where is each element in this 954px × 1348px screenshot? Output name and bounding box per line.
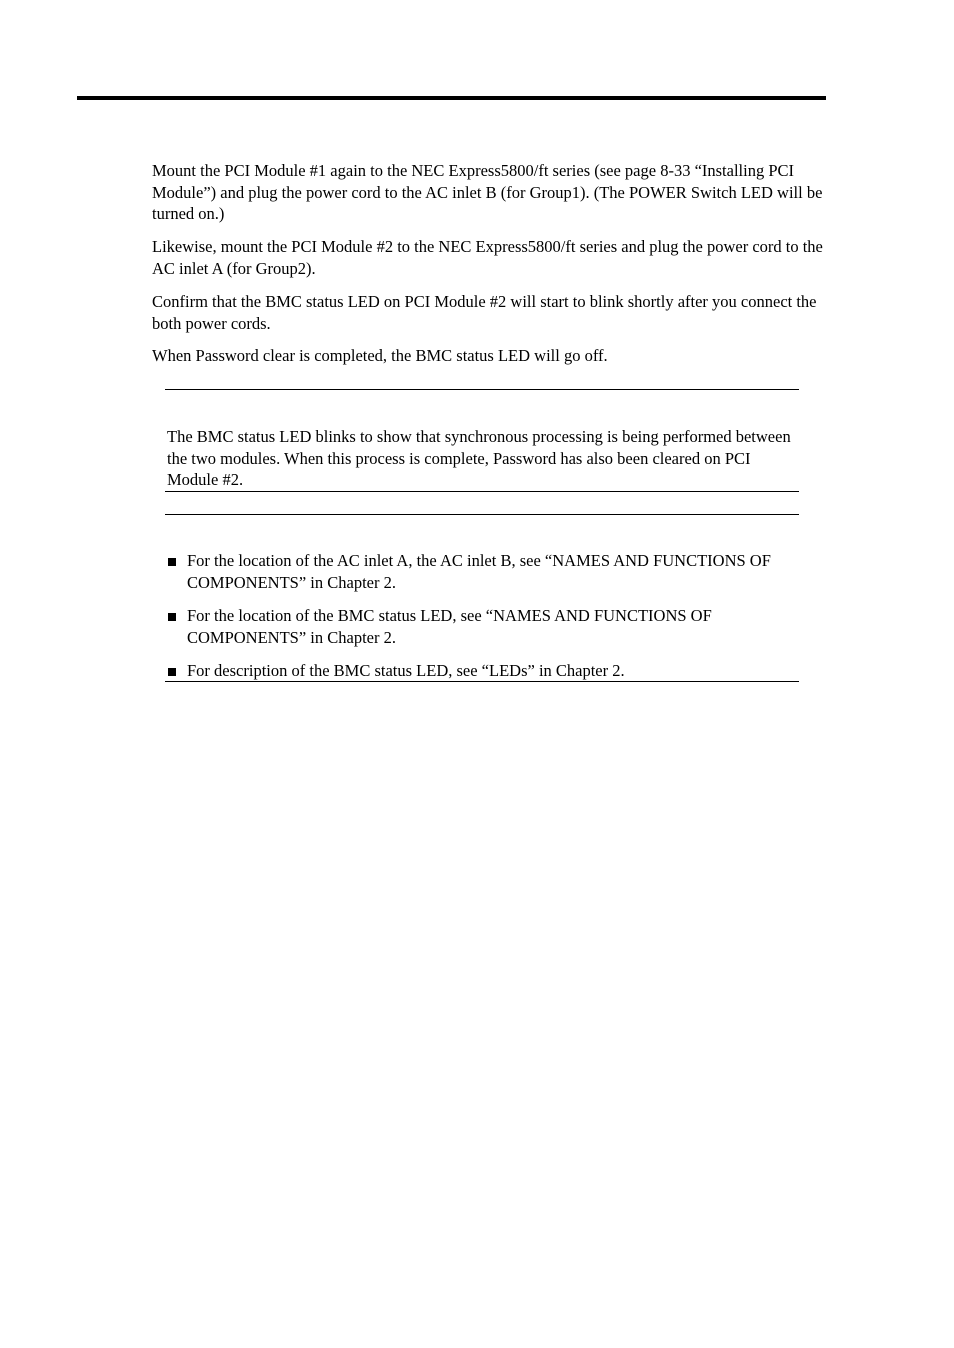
list-item [165,660,799,682]
list-item [165,550,799,593]
tips-box-bottom-rule [165,681,799,682]
tips-box-top-rule [165,514,799,515]
square-bullet-icon [168,668,176,676]
list-item [165,605,799,648]
step-paragraph-2: Likewise, mount the PCI Module #2 to the NEC Express5800/ft series and plug the power cord to the AC inlet A (for Group2). [152,237,823,278]
list-item-text: For description of the BMC status LED, see “LEDs” in Chapter 2. [187,661,625,680]
list-item-text: For the location of the AC inlet A, the AC inlet B, see “NAMES AND FUNCTIONS OF COMPONENTS” in Chapter 2. [187,551,771,592]
step-paragraph-1: Mount the PCI Module #1 again to the NEC Express5800/ft series (see page 8-33 “Installing PCI Module”) and plug the power cord to the AC inlet B (for Group1). (The POWER Switch LED will be turned on.) [152,161,823,223]
list-item-text: For the location of the BMC status LED, see “NAMES AND FUNCTIONS OF COMPONENTS” in Chapter 2. [187,606,712,647]
square-bullet-icon [168,558,176,566]
step-paragraph-3: Confirm that the BMC status LED on PCI Module #2 will start to blink shortly after you connect the both power cords. [152,292,817,333]
header-rule [77,96,826,100]
square-bullet-icon [168,613,176,621]
tips-list [165,550,799,682]
note-box-text: The BMC status LED blinks to show that synchronous processing is being performed between the two modules. When this process is complete, Password has also been cleared on PCI Module #2. [167,427,791,489]
note-box-top-rule [165,389,799,390]
note-box-bottom-rule [165,491,799,492]
step-paragraph-4: When Password clear is completed, the BMC status LED will go off. [152,346,608,365]
